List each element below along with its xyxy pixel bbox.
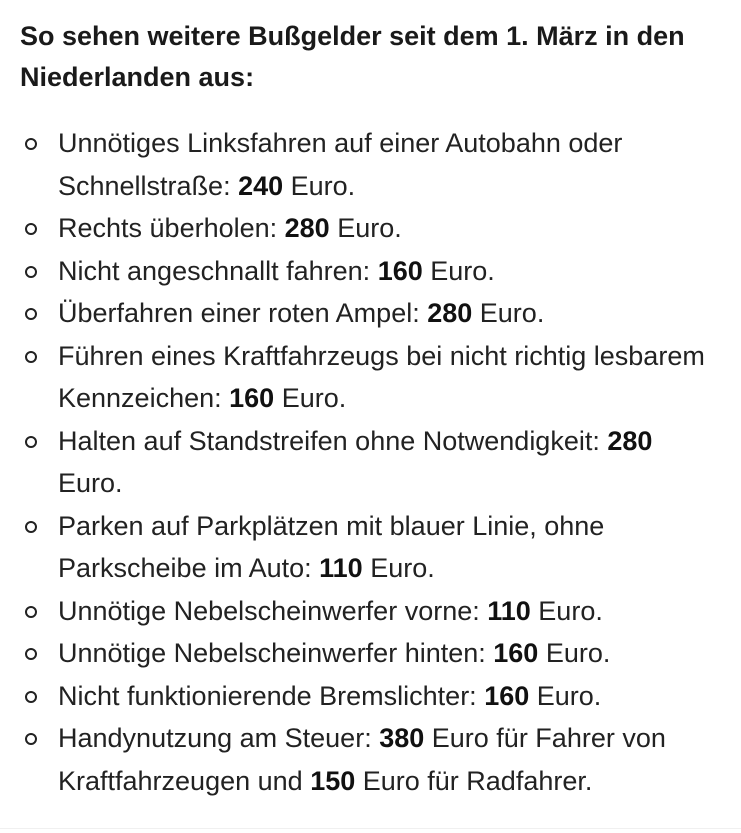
- fine-description: Rechts überholen:: [58, 213, 285, 243]
- fine-amount: 160: [484, 680, 530, 711]
- circle-bullet-icon: [25, 691, 37, 703]
- list-item: [20, 292, 717, 335]
- fine-text: Euro für Fahrer von Kraftfahrzeugen und: [58, 723, 666, 796]
- list-item: [20, 675, 717, 718]
- circle-bullet-icon: [25, 733, 37, 745]
- fine-description: Halten auf Standstreifen ohne Notwendigkeit:: [58, 425, 608, 456]
- fines-list: [20, 122, 717, 802]
- fine-amount: 110: [319, 553, 363, 583]
- fine-description: Führen eines Kraftfahrzeugs bei nicht richtig lesbarem Kennzeichen:: [58, 340, 705, 413]
- list-item: [20, 335, 717, 420]
- fine-currency: Euro.: [58, 468, 123, 498]
- fine-amount: 280: [607, 425, 653, 456]
- circle-bullet-icon: [25, 308, 37, 320]
- fine-description: Nicht funktionierende Bremslichter:: [58, 680, 485, 711]
- fine-currency: Euro.: [538, 638, 611, 668]
- list-item: [20, 207, 717, 250]
- fine-description: Unnötiges Linksfahren auf einer Autobahn oder Schnellstraße:: [58, 128, 623, 201]
- fine-currency: Euro.: [283, 170, 356, 201]
- fine-description: Handynutzung am Steuer:: [58, 723, 380, 753]
- fine-amount: 280: [427, 298, 473, 328]
- fine-currency: Euro.: [472, 298, 545, 328]
- fine-description: Unnötige Nebelscheinwerfer hinten:: [58, 638, 494, 668]
- fine-description: Parken auf Parkplätzen mit blauer Linie, ohne Parkscheibe im Auto:: [58, 510, 605, 583]
- section-heading: So sehen weitere Bußgelder seit dem 1. März in den Niederlanden aus:: [20, 21, 685, 92]
- fine-amount: 160: [377, 255, 423, 286]
- circle-bullet-icon: [25, 138, 37, 150]
- fine-amount: 160: [229, 383, 275, 413]
- list-item: [20, 632, 717, 675]
- list-item: [20, 717, 717, 802]
- fine-amount: 280: [284, 213, 330, 243]
- fine-amount: 380: [379, 723, 425, 753]
- fine-description: Überfahren einer roten Ampel:: [58, 298, 428, 328]
- list-item: [20, 590, 717, 633]
- circle-bullet-icon: [25, 266, 37, 278]
- fine-amount-bicycle: 150: [310, 765, 356, 796]
- fine-currency: Euro.: [329, 213, 402, 243]
- circle-bullet-icon: [25, 521, 37, 533]
- list-item: [20, 420, 717, 505]
- fine-amount: 240: [238, 170, 284, 201]
- fine-description: Unnötige Nebelscheinwerfer vorne:: [58, 595, 488, 626]
- circle-bullet-icon: [25, 436, 37, 448]
- fine-currency: Euro.: [362, 553, 435, 583]
- circle-bullet-icon: [25, 648, 37, 660]
- list-item: [20, 505, 717, 590]
- circle-bullet-icon: [25, 351, 37, 363]
- list-item: [20, 122, 717, 207]
- list-item: [20, 250, 717, 293]
- circle-bullet-icon: [25, 223, 37, 235]
- fine-currency: Euro.: [529, 680, 602, 711]
- circle-bullet-icon: [25, 606, 37, 618]
- fine-currency: Euro.: [422, 255, 495, 286]
- fine-currency: Euro für Radfahrer.: [355, 765, 593, 796]
- fine-description: Nicht angeschnallt fahren:: [58, 255, 378, 286]
- fine-amount: 160: [493, 638, 539, 668]
- fine-amount: 110: [487, 595, 531, 626]
- fine-currency: Euro.: [274, 383, 347, 413]
- fine-currency: Euro.: [530, 595, 603, 626]
- divider: [0, 828, 741, 829]
